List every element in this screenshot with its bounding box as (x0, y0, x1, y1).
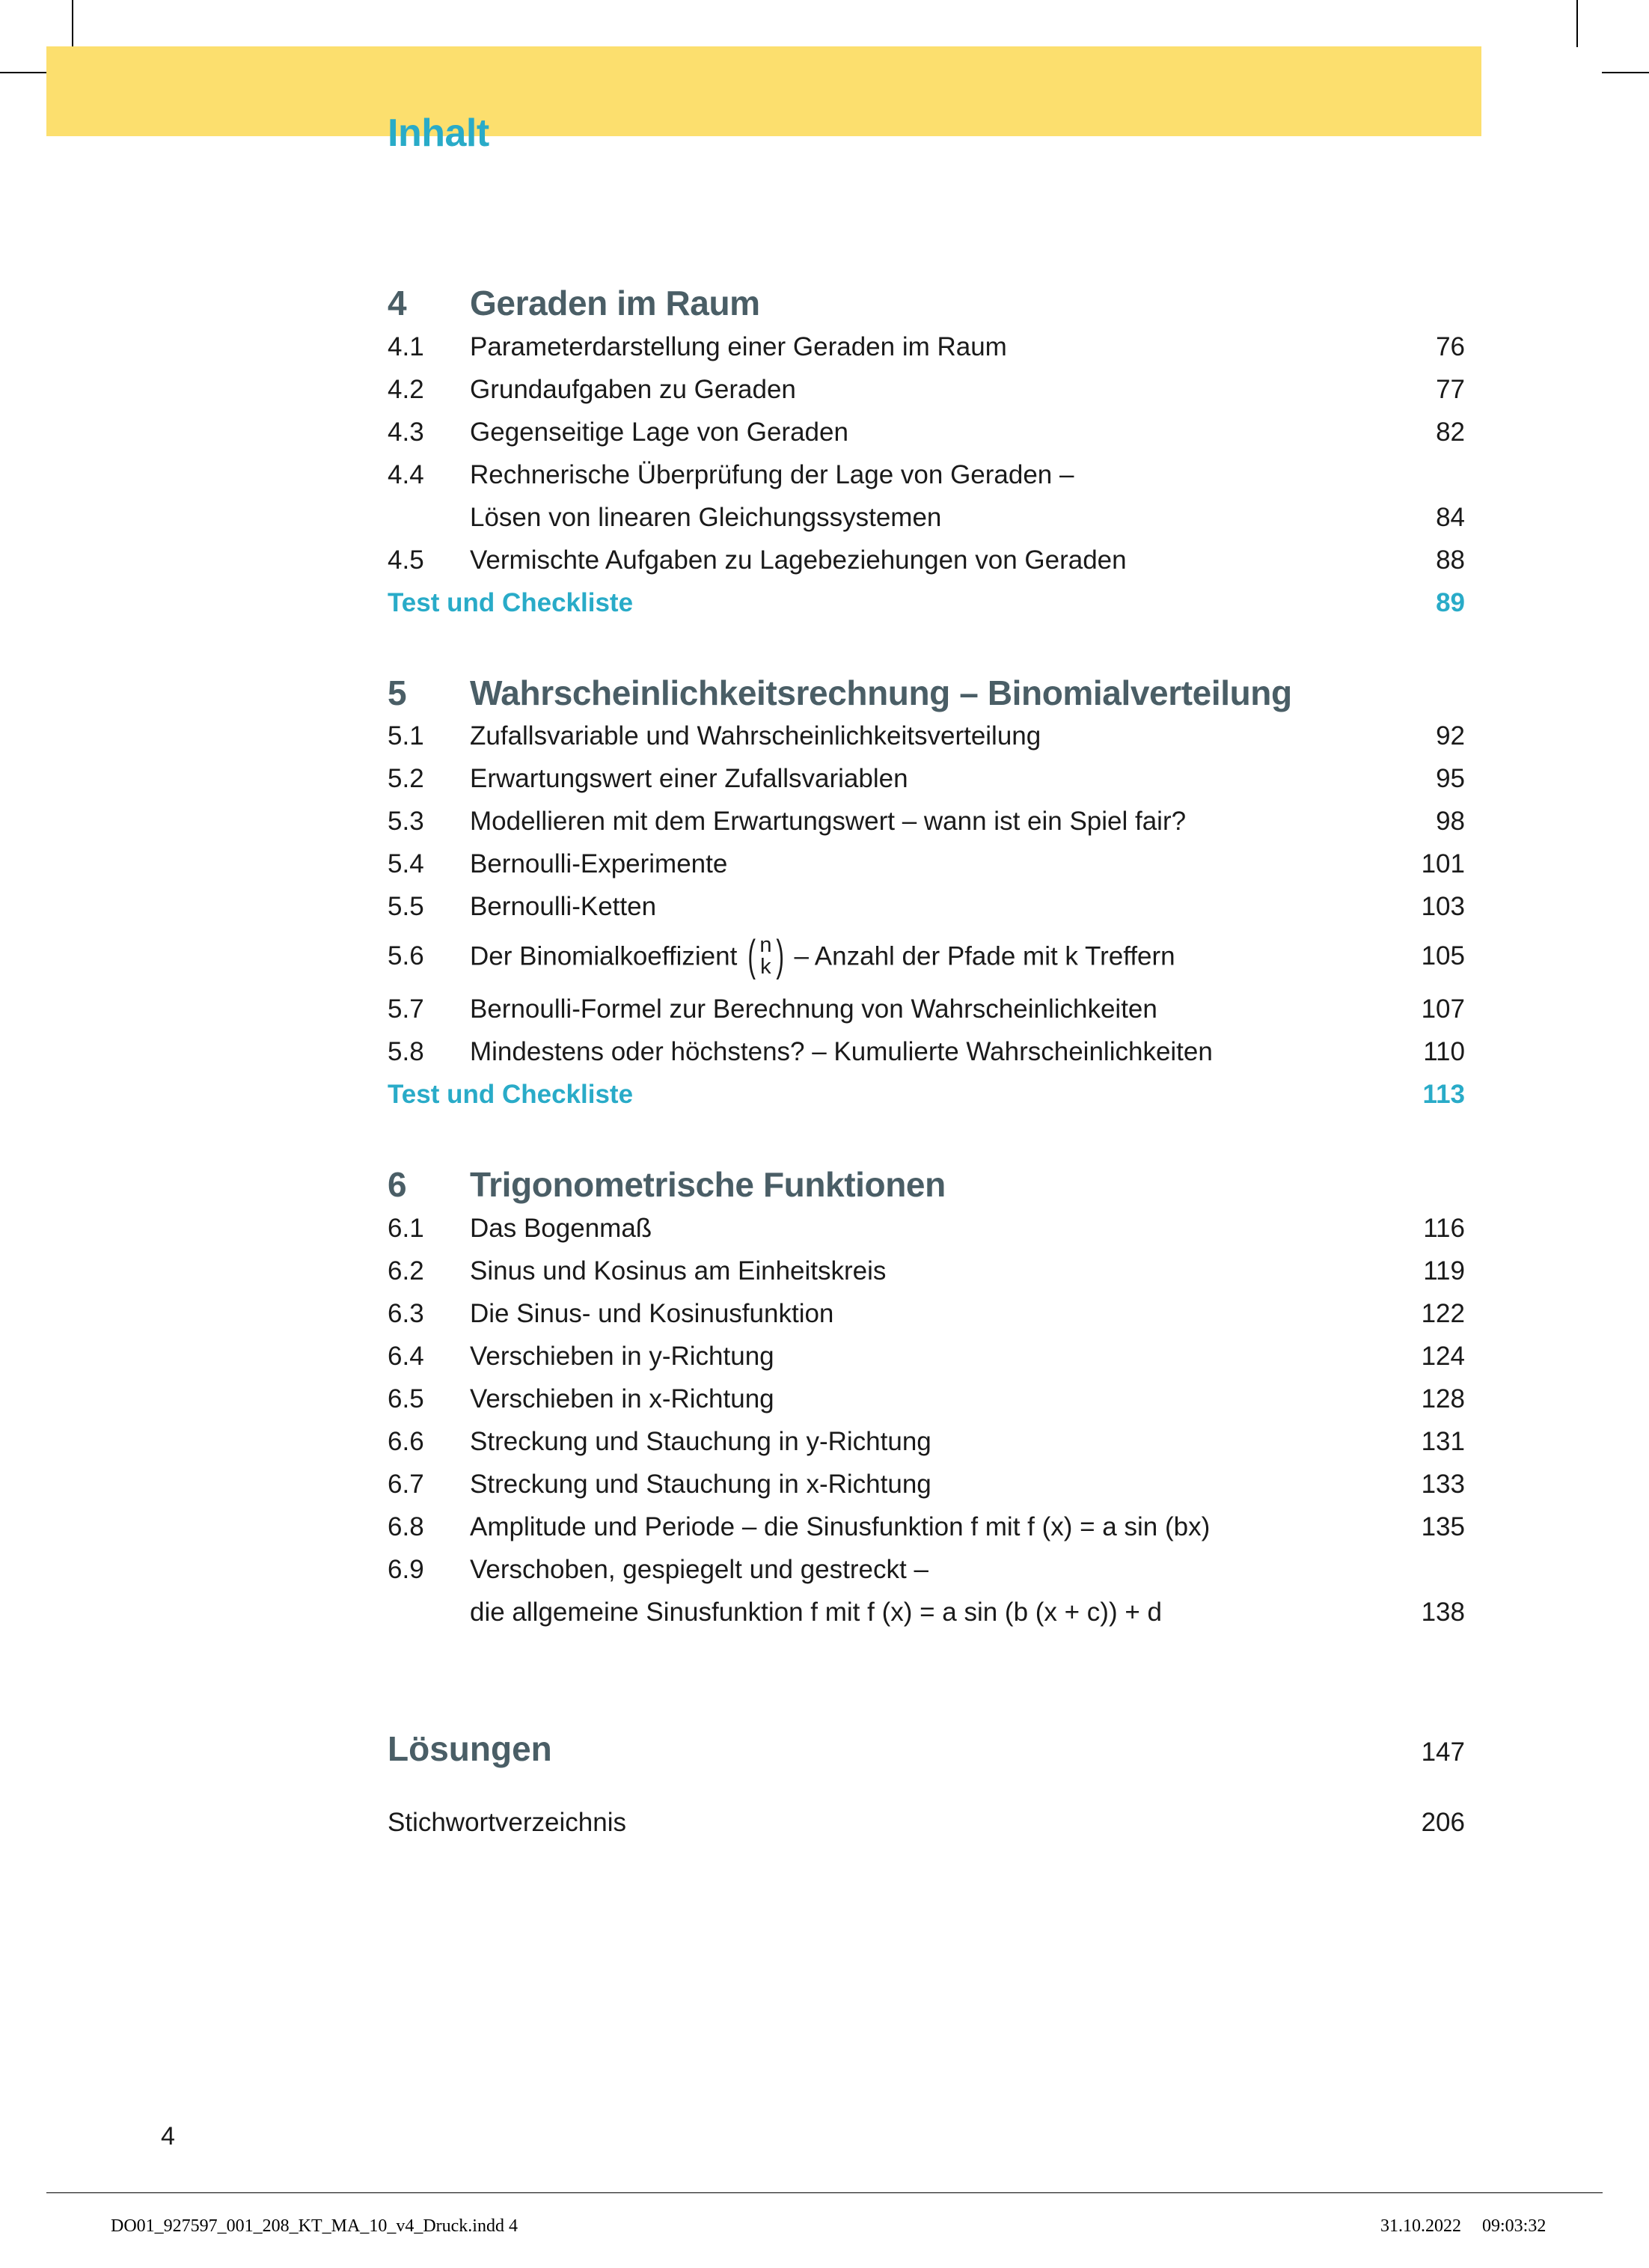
toc-entry[interactable] (388, 547, 1465, 573)
toc-entry-number: 5.1 (388, 721, 424, 751)
toc-entry-number: 6.3 (388, 1298, 424, 1328)
toc-entry-number: 6.9 (388, 1554, 424, 1584)
toc-entry-page: 95 (1436, 764, 1465, 794)
toc-entry-label: Grundaufgaben zu Geraden (470, 374, 796, 404)
chapter-number: 4 (388, 284, 407, 323)
toc-entry-label: Erwartungswert einer Zufallsvariablen (470, 764, 908, 794)
toc-entry[interactable] (388, 419, 1465, 445)
toc-entry-label: Rechnerische Überprüfung der Lage von Geraden – (470, 459, 1074, 489)
toc-entry-number: 6.8 (388, 1512, 424, 1541)
toc-entry-label-before: Der Binomialkoeffizient (470, 941, 745, 971)
header-band (46, 46, 1481, 136)
toc-entry-label: Verschieben in y-Richtung (470, 1341, 774, 1371)
toc-entry-page: 103 (1421, 892, 1465, 922)
toc-entry-number: 6.6 (388, 1426, 424, 1456)
index-label: Stichwortverzeichnis (388, 1807, 626, 1837)
toc-entry[interactable] (388, 331, 1465, 361)
footer-timestamp (1380, 2216, 1546, 2237)
toc-entry-page: 116 (1423, 1213, 1465, 1243)
toc-entry-number: 5.7 (388, 994, 424, 1024)
toc-entry-test-checklist[interactable] (388, 1080, 1465, 1110)
toc-entry-number: 5.6 (388, 941, 424, 971)
solutions-label: Lösungen (388, 1728, 552, 1768)
toc-entry-page: 76 (1436, 331, 1465, 361)
chapter-block (388, 674, 1465, 1167)
toc-entry-number: 5.2 (388, 764, 424, 794)
toc-entry-page: 131 (1421, 1426, 1465, 1456)
toc-entry[interactable] (388, 1471, 1465, 1497)
chapter-spacer (388, 1124, 1465, 1166)
toc-entry-number: 4.5 (388, 545, 424, 575)
footer-divider (46, 2192, 1603, 2193)
binomial-k: k (760, 955, 771, 979)
binomial-coefficient (744, 931, 787, 980)
toc-entry-label: Die Sinus- und Kosinusfunktion (470, 1298, 834, 1328)
chapter-title: Geraden im Raum (470, 284, 760, 323)
toc-entry-page: 110 (1423, 1037, 1465, 1067)
toc-entry-page: 119 (1423, 1256, 1465, 1286)
toc-entry-label: Verschieben in x-Richtung (470, 1384, 774, 1413)
toc-entry-number: 4.1 (388, 331, 424, 361)
chapter-heading[interactable] (388, 284, 1465, 323)
toc-entry[interactable] (388, 996, 1465, 1022)
table-of-contents (388, 284, 1465, 1838)
toc-entry-page: 122 (1421, 1298, 1465, 1328)
toc-entry-label: Bernoulli-Formel zur Berechnung von Wahrscheinlichkeiten (470, 994, 1157, 1024)
toc-entry-page: 92 (1436, 721, 1465, 751)
toc-entry-number: 4.3 (388, 417, 424, 447)
toc-entry-label: Gegenseitige Lage von Geraden (470, 417, 848, 447)
toc-entry-label: die allgemeine Sinusfunktion f mit f (x) = a sin (b (x + c)) + d (470, 1597, 1162, 1627)
chapter-spacer (388, 632, 1465, 674)
page-title: Inhalt (388, 111, 489, 155)
crop-mark-top-right-horizontal (1602, 72, 1649, 73)
footer-filename: DO01_927597_001_208_KT_MA_10_v4_Druck.indd 4 (111, 2216, 518, 2236)
chapter-heading[interactable] (388, 1166, 1465, 1205)
folio-page-number: 4 (161, 2122, 175, 2151)
chapter-heading[interactable] (388, 674, 1465, 713)
toc-entry-number: 4.2 (388, 374, 424, 404)
paren-left: ( (747, 931, 756, 980)
toc-entry[interactable] (388, 1343, 1465, 1369)
toc-entry-page: 124 (1421, 1341, 1465, 1371)
crop-mark-top-left-vertical (72, 0, 73, 47)
crop-mark-top-left-horizontal (0, 72, 47, 73)
toc-entry[interactable] (388, 459, 1465, 489)
chapter-number: 5 (388, 673, 407, 712)
toc-entry[interactable] (388, 1556, 1465, 1583)
toc-entry-label: Verschoben, gespiegelt und gestreckt – (470, 1554, 928, 1584)
toc-entry[interactable] (388, 1386, 1465, 1412)
toc-entry-page: 101 (1421, 849, 1465, 879)
toc-entry-number: 5.4 (388, 849, 424, 879)
toc-entry-label (470, 931, 1375, 980)
toc-entry-page: 84 (1436, 502, 1465, 532)
toc-entry-number: 5.5 (388, 892, 424, 922)
toc-entry-label: Test und Checkliste (388, 1080, 634, 1110)
toc-entry-number: 6.4 (388, 1341, 424, 1371)
footer-date: 31.10.2022 (1380, 2216, 1461, 2236)
binomial-n: n (759, 933, 772, 958)
toc-entry-label: Streckung und Stauchung in y-Richtung (470, 1426, 931, 1456)
toc-entry-number: 5.3 (388, 807, 424, 837)
toc-entry-index[interactable] (388, 1808, 1465, 1838)
paren-right: ) (775, 931, 784, 980)
toc-entry-number: 6.2 (388, 1256, 424, 1286)
toc-entry-label: Modellieren mit dem Erwartungswert – wann ist ein Spiel fair? (470, 807, 1187, 837)
toc-entry-page: 138 (1421, 1597, 1465, 1627)
toc-entry[interactable] (388, 931, 1465, 980)
toc-entry[interactable] (388, 1514, 1465, 1540)
toc-entry-number: 6.5 (388, 1384, 424, 1413)
toc-entry[interactable] (388, 1599, 1465, 1625)
toc-entry-solutions[interactable] (388, 1728, 1465, 1769)
toc-entry-label: Mindestens oder höchstens? – Kumulierte Wahrscheinlichkeiten (470, 1037, 1213, 1067)
toc-entry-label: Lösen von linearen Gleichungssystemen (470, 502, 942, 532)
toc-entry[interactable] (388, 723, 1465, 749)
toc-entry-page: 98 (1436, 807, 1465, 837)
toc-entry-label: Das Bogenmaß (470, 1213, 652, 1243)
toc-entry-label: Amplitude und Periode – die Sinusfunktion f mit f (x) = a sin (bx) (470, 1512, 1211, 1541)
chapter-title: Wahrscheinlichkeitsrechnung – Binomialverteilung (470, 673, 1292, 712)
index-page: 206 (1421, 1807, 1465, 1837)
footer-time: 09:03:32 (1482, 2216, 1546, 2236)
toc-entry-test-checklist[interactable] (388, 587, 1465, 617)
toc-entry-label: Sinus und Kosinus am Einheitskreis (470, 1256, 887, 1286)
toc-entry-page: 107 (1421, 994, 1465, 1024)
toc-entry[interactable] (388, 376, 1465, 403)
toc-entry-label: Vermischte Aufgaben zu Lagebeziehungen von Geraden (470, 545, 1127, 575)
toc-entry[interactable] (388, 1428, 1465, 1455)
toc-entry-page: 89 (1436, 587, 1465, 617)
toc-entry[interactable] (388, 893, 1465, 920)
toc-entry-number: 6.1 (388, 1213, 424, 1243)
toc-entry-page: 77 (1436, 374, 1465, 404)
toc-entry[interactable] (388, 765, 1465, 792)
toc-entry-label-after: – Anzahl der Pfade mit k Treffern (786, 941, 1175, 971)
toc-entry[interactable] (388, 1258, 1465, 1284)
toc-entry[interactable] (388, 1039, 1465, 1065)
toc-entry-page: 133 (1421, 1469, 1465, 1499)
toc-entry-page: 135 (1421, 1512, 1465, 1541)
chapter-block (388, 1166, 1465, 1684)
toc-entry-number: 5.8 (388, 1037, 424, 1067)
toc-entry[interactable] (388, 504, 1465, 531)
toc-entry-number: 4.4 (388, 459, 424, 489)
toc-entry-label: Zufallsvariable und Wahrscheinlichkeitsverteilung (470, 721, 1041, 751)
toc-entry-label: Test und Checkliste (388, 587, 634, 617)
toc-entry[interactable] (388, 1300, 1465, 1327)
toc-entry-label: Streckung und Stauchung in x-Richtung (470, 1469, 931, 1499)
toc-entry-label: Bernoulli-Ketten (470, 892, 657, 922)
chapter-title: Trigonometrische Funktionen (470, 1165, 946, 1205)
chapter-spacer (388, 1642, 1465, 1684)
chapter-block (388, 284, 1465, 674)
toc-entry-number: 6.7 (388, 1469, 424, 1499)
toc-entry[interactable] (388, 1215, 1465, 1241)
solutions-page: 147 (1421, 1737, 1465, 1767)
toc-entry[interactable] (388, 807, 1465, 837)
toc-entry-page: 82 (1436, 417, 1465, 447)
toc-entry-label: Bernoulli-Experimente (470, 849, 728, 879)
chapter-number: 6 (388, 1165, 407, 1205)
toc-entry-label: Parameterdarstellung einer Geraden im Raum (470, 331, 1007, 361)
crop-mark-top-right-vertical (1576, 0, 1578, 47)
toc-entry-page: 105 (1421, 941, 1465, 971)
toc-entry[interactable] (388, 851, 1465, 877)
toc-entry-page: 88 (1436, 545, 1465, 575)
toc-entry-page: 113 (1422, 1080, 1465, 1110)
toc-entry-page: 128 (1421, 1384, 1465, 1413)
